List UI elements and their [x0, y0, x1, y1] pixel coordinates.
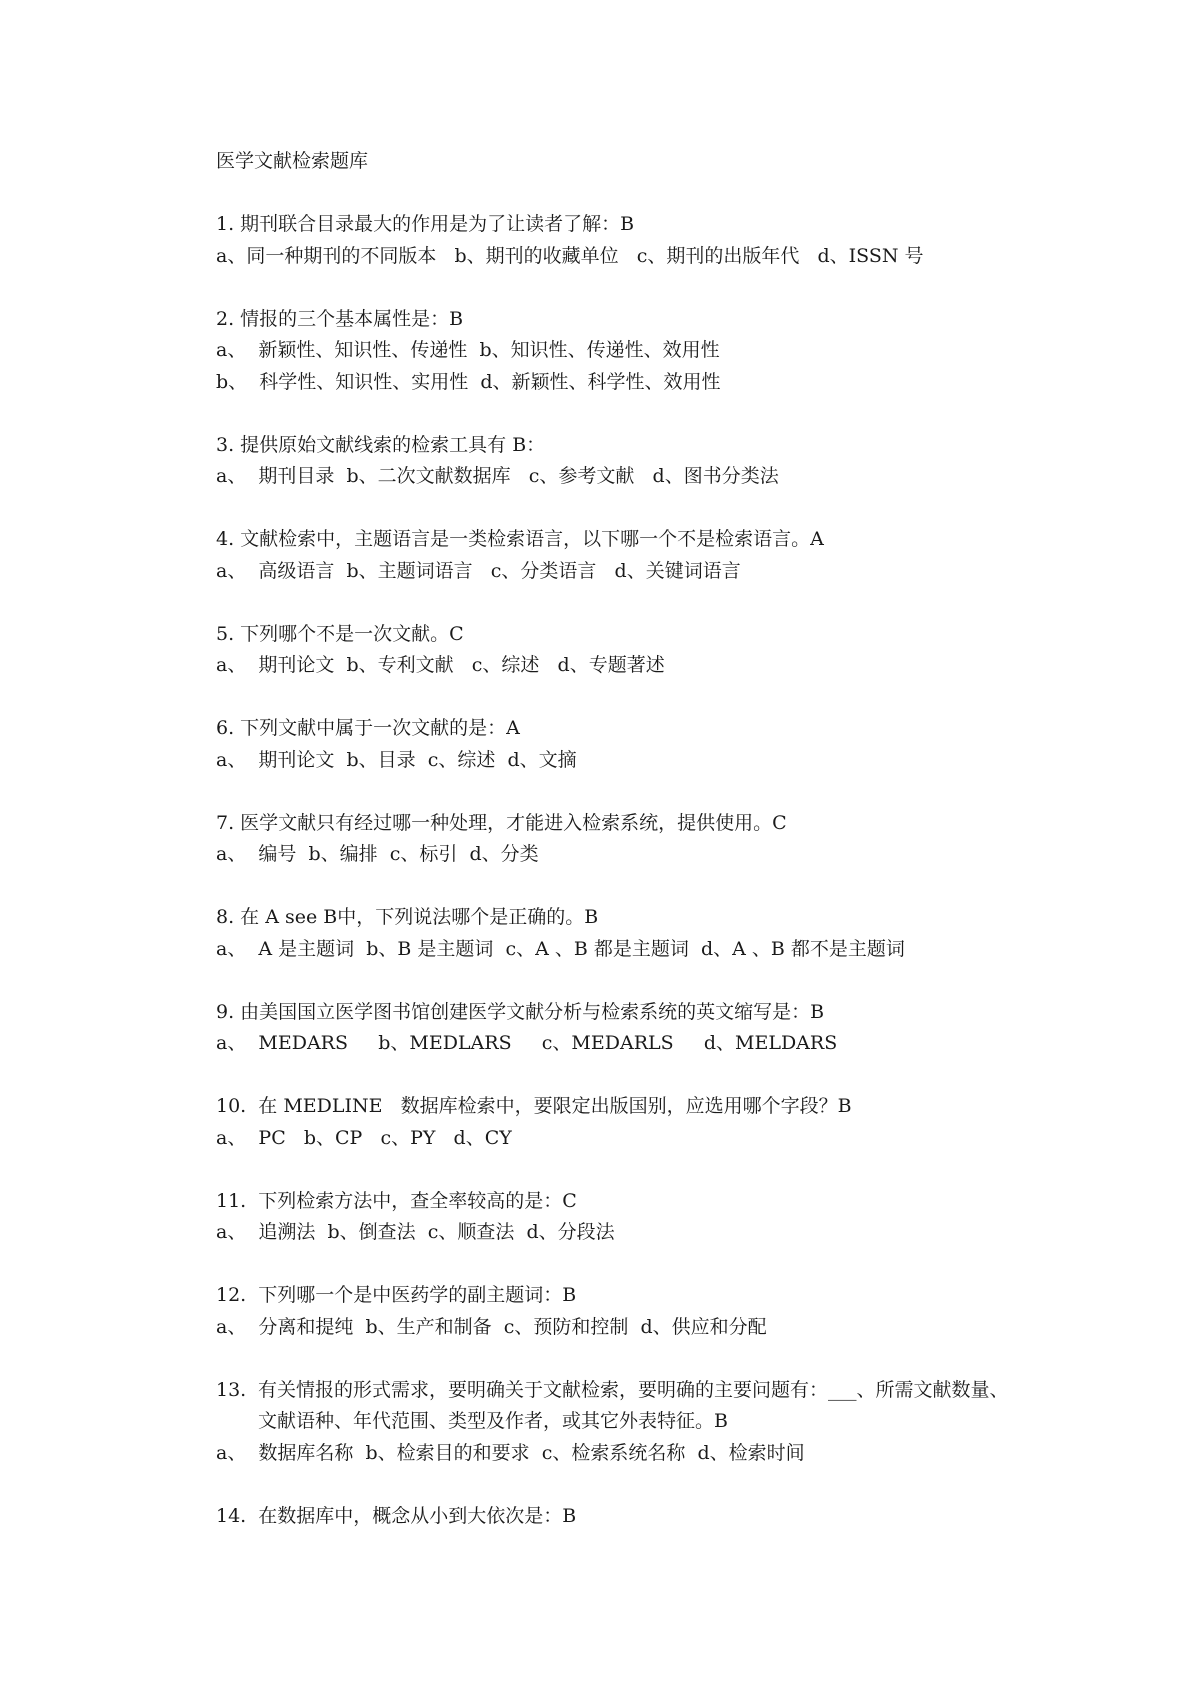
question-options: a、 期刊论文 b、专利文献 c、综述 d、专题著述 [216, 654, 665, 676]
question-1 [216, 209, 1026, 272]
question-5 [216, 619, 1026, 682]
question-10 [216, 1091, 1026, 1154]
question-14 [216, 1501, 1026, 1533]
question-options: a、同一种期刊的不同版本 b、期刊的收藏单位 c、期刊的出版年代 d、ISSN 号 [216, 244, 924, 267]
question-3 [216, 430, 1026, 493]
question-options: a、 PC b、CP c、PY d、CY [216, 1126, 512, 1149]
question-stem: 10. 在 MEDLINE 数据库检索中，要限定出版国别，应选用哪个字段？B [216, 1095, 852, 1117]
question-13 [216, 1375, 1026, 1470]
question-13-number: 13. [216, 1378, 247, 1401]
question-9 [216, 997, 1026, 1060]
question-options: a、 编号 b、编排 c、标引 d、分类 [216, 843, 539, 865]
question-options: a、 期刊目录 b、二次文献数据库 c、参考文献 d、图书分类法 [216, 465, 779, 487]
question-options: a、 追溯法 b、倒查法 c、顺查法 d、分段法 [216, 1221, 615, 1243]
question-options: a、 期刊论文 b、目录 c、综述 d、文摘 [216, 748, 577, 771]
question-options: a、 分离和提纯 b、生产和制备 c、预防和控制 d、供应和分配 [216, 1315, 767, 1338]
question-7 [216, 808, 1026, 871]
question-stem: 8. 在 A see B中，下列说法哪个是正确的。B [216, 906, 599, 928]
document-page [216, 146, 1026, 1564]
question-stem: 6. 下列文献中属于一次文献的是：A [216, 717, 520, 739]
question-stem: 3. 提供原始文献线索的检索工具有 B： [216, 433, 546, 456]
question-stem: 5. 下列哪个不是一次文献。C [216, 622, 464, 645]
question-13-stem [216, 1375, 1026, 1438]
question-12 [216, 1280, 1026, 1343]
question-14-stem: 14. 在数据库中，概念从小到大依次是：B [216, 1504, 577, 1527]
question-options: b、 科学性、知识性、实用性 d、新颖性、科学性、效用性 [216, 370, 721, 393]
question-options: a、 新颖性、知识性、传递性 b、知识性、传递性、效用性 [216, 339, 720, 361]
question-options: a、 高级语言 b、主题词语言 c、分类语言 d、关键词语言 [216, 559, 741, 582]
question-stem: 12. 下列哪一个是中医药学的副主题词：B [216, 1284, 577, 1306]
question-6 [216, 713, 1026, 776]
question-options: a、 A 是主题词 b、B 是主题词 c、A 、B 都是主题词 d、A 、B 都不是主题词 [216, 937, 905, 960]
question-stem: 4. 文献检索中，主题语言是一类检索语言，以下哪一个不是检索语言。A [216, 528, 824, 550]
question-list [216, 209, 1026, 1343]
question-13-options: a、 数据库名称 b、检索目的和要求 c、检索系统名称 d、检索时间 [216, 1441, 805, 1464]
question-11 [216, 1186, 1026, 1249]
question-stem: 11. 下列检索方法中，查全率较高的是：C [216, 1189, 577, 1212]
question-4 [216, 524, 1026, 587]
question-stem: 1. 期刊联合目录最大的作用是为了让读者了解：B [216, 213, 635, 235]
question-stem: 2. 情报的三个基本属性是：B [216, 307, 464, 330]
question-options: a、 MEDARS b、MEDLARS c、MEDARLS d、MELDARS [216, 1032, 838, 1054]
document-title: 医学文献检索题库 [216, 150, 369, 172]
question-2 [216, 304, 1026, 399]
question-8 [216, 902, 1026, 965]
question-stem: 7. 医学文献只有经过哪一种处理，才能进入检索系统，提供使用。C [216, 811, 787, 834]
question-stem: 9. 由美国国立医学图书馆创建医学文献分析与检索系统的英文缩写是：B [216, 1000, 825, 1023]
question-13-text: 有关情报的形式需求，要明确关于文献检索，要明确的主要问题有：___、所需文献数量、文献语种、年代范围、类型及作者，或其它外表特征。B [258, 1378, 1009, 1432]
